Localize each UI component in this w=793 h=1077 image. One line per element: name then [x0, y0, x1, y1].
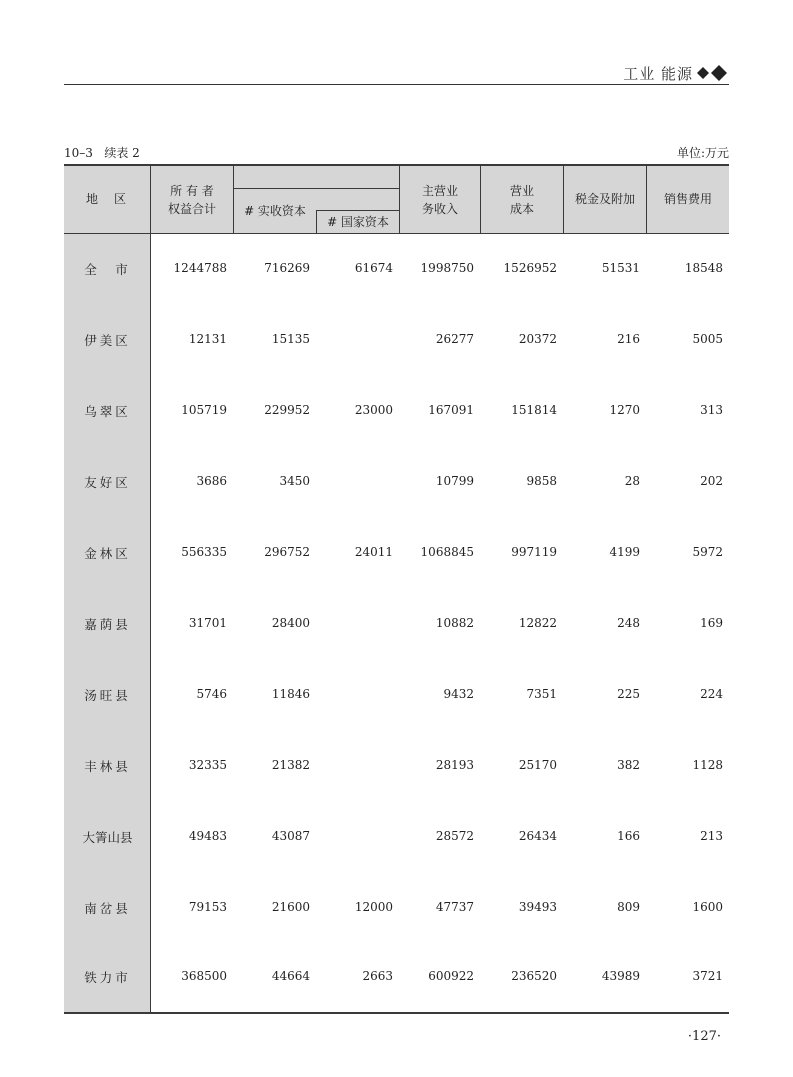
unit-label: 单位:万元: [676, 146, 729, 160]
header-cost-line1: 营业: [509, 184, 534, 198]
cell-sales-expense: 213: [700, 829, 723, 843]
cell-revenue: 47737: [435, 900, 474, 914]
table-row: [64, 942, 729, 1013]
cell-cost: 151814: [511, 403, 557, 417]
header-region: 地 区: [85, 192, 128, 206]
cell-cost: 26434: [518, 829, 557, 843]
cell-tax: 166: [617, 829, 640, 843]
cell-tax: 382: [617, 758, 640, 772]
cell-cost: 236520: [511, 969, 557, 983]
row-region: 伊美区: [84, 333, 131, 348]
cell-revenue: 10799: [435, 474, 474, 488]
cell-tax: 1270: [609, 403, 640, 417]
cell-sales-expense: 18548: [684, 261, 723, 275]
cell-paid-in: 3450: [279, 474, 310, 488]
cell-paid-in: 21382: [271, 758, 310, 772]
paid-in-span-rule: [233, 188, 399, 189]
row-region: 乌翠区: [84, 404, 131, 419]
state-capital-span-rule: [316, 210, 399, 211]
cell-paid-in: 11846: [271, 687, 310, 701]
table-row: [64, 589, 729, 660]
cell-sales-expense: 202: [700, 474, 723, 488]
cell-state-capital: 61674: [354, 261, 393, 275]
table-row: [64, 305, 729, 376]
cell-revenue: 1998750: [420, 261, 474, 275]
header-equity: [151, 182, 233, 218]
cell-state-capital: 12000: [354, 900, 393, 914]
cell-revenue: 28193: [435, 758, 474, 772]
table-number: 10–3: [64, 146, 93, 160]
row-region: 嘉荫县: [84, 617, 131, 632]
cell-revenue: 26277: [435, 332, 474, 346]
section-title: 工业 能源: [623, 65, 693, 83]
row-region: 南岔县: [84, 901, 131, 916]
cell-paid-in: 43087: [271, 829, 310, 843]
data-table: [64, 164, 729, 1013]
row-region: 友好区: [84, 475, 131, 490]
row-region: 全 市: [84, 262, 131, 277]
cell-paid-in: 15135: [271, 332, 310, 346]
cell-sales-expense: 3721: [692, 969, 723, 983]
header-cost: [481, 182, 563, 218]
cell-cost: 7351: [526, 687, 557, 701]
table-row: [64, 873, 729, 944]
cell-revenue: 9432: [443, 687, 474, 701]
diamond-ornament-icon: [697, 65, 729, 81]
table-row: [64, 802, 729, 873]
row-region: 汤旺县: [84, 688, 131, 703]
cell-paid-in: 28400: [271, 616, 310, 630]
cell-paid-in: 229952: [264, 403, 310, 417]
cell-state-capital: 2663: [362, 969, 393, 983]
cell-equity: 5746: [196, 687, 227, 701]
cell-cost: 1526952: [503, 261, 557, 275]
cell-tax: 43989: [601, 969, 640, 983]
header-equity-line1: 所 有 者: [170, 184, 214, 198]
cell-revenue: 1068845: [420, 545, 474, 559]
header-revenue-line2: 务收入: [421, 202, 458, 216]
cell-paid-in: 296752: [264, 545, 310, 559]
header-sales-expense: 销售费用: [663, 192, 712, 206]
cell-equity: 1244788: [173, 261, 227, 275]
cell-tax: 248: [617, 616, 640, 630]
page-number: ·127·: [687, 1029, 721, 1044]
header-cost-line2: 成本: [509, 202, 534, 216]
cell-paid-in: 21600: [271, 900, 310, 914]
cell-sales-expense: 224: [700, 687, 723, 701]
table-row: [64, 731, 729, 802]
cell-cost: 12822: [518, 616, 557, 630]
header-col-rule: [233, 164, 234, 234]
cell-tax: 4199: [609, 545, 640, 559]
row-region: 大箐山县: [82, 830, 133, 845]
cell-cost: 20372: [518, 332, 557, 346]
cell-equity: 79153: [188, 900, 227, 914]
header-tax: 税金及附加: [574, 192, 635, 206]
table-row: [64, 660, 729, 731]
cell-cost: 25170: [518, 758, 557, 772]
table-caption: [64, 144, 140, 161]
cell-tax: 51531: [601, 261, 640, 275]
table-title: 续表 2: [104, 146, 140, 160]
cell-revenue: 10882: [435, 616, 474, 630]
row-region: 丰林县: [84, 759, 131, 774]
cell-paid-in: 716269: [264, 261, 310, 275]
cell-cost: 997119: [511, 545, 557, 559]
cell-revenue: 167091: [428, 403, 474, 417]
cell-state-capital: 23000: [354, 403, 393, 417]
cell-sales-expense: 1128: [692, 758, 723, 772]
cell-paid-in: 44664: [271, 969, 310, 983]
header-revenue-line1: 主营业: [421, 184, 458, 198]
cell-cost: 39493: [518, 900, 557, 914]
cell-tax: 28: [624, 474, 640, 488]
header-equity-line2: 权益合计: [167, 202, 216, 216]
cell-sales-expense: 313: [700, 403, 723, 417]
cell-tax: 216: [617, 332, 640, 346]
table-row: [64, 234, 729, 305]
cell-equity: 556335: [181, 545, 227, 559]
cell-equity: 31701: [188, 616, 227, 630]
cell-equity: 3686: [196, 474, 227, 488]
header-paid-in: # 实收资本: [244, 204, 306, 218]
cell-state-capital: 24011: [354, 545, 393, 559]
cell-tax: 809: [617, 900, 640, 914]
cell-revenue: 600922: [428, 969, 474, 983]
cell-equity: 12131: [188, 332, 227, 346]
cell-tax: 225: [617, 687, 640, 701]
cell-sales-expense: 1600: [692, 900, 723, 914]
cell-sales-expense: 169: [700, 616, 723, 630]
table-row: [64, 518, 729, 589]
cell-sales-expense: 5972: [692, 545, 723, 559]
table-row: [64, 447, 729, 518]
header-revenue: [400, 182, 480, 218]
row-region: 金林区: [84, 546, 131, 561]
running-header: [64, 62, 729, 85]
cell-equity: 32335: [188, 758, 227, 772]
row-region: 铁力市: [84, 970, 131, 985]
cell-revenue: 28572: [435, 829, 474, 843]
header-state-capital: # 国家资本: [327, 215, 389, 229]
cell-equity: 49483: [188, 829, 227, 843]
cell-equity: 105719: [181, 403, 227, 417]
table-top-rule: [64, 164, 729, 166]
cell-sales-expense: 5005: [692, 332, 723, 346]
cell-cost: 9858: [526, 474, 557, 488]
table-row: [64, 376, 729, 447]
cell-equity: 368500: [181, 969, 227, 983]
